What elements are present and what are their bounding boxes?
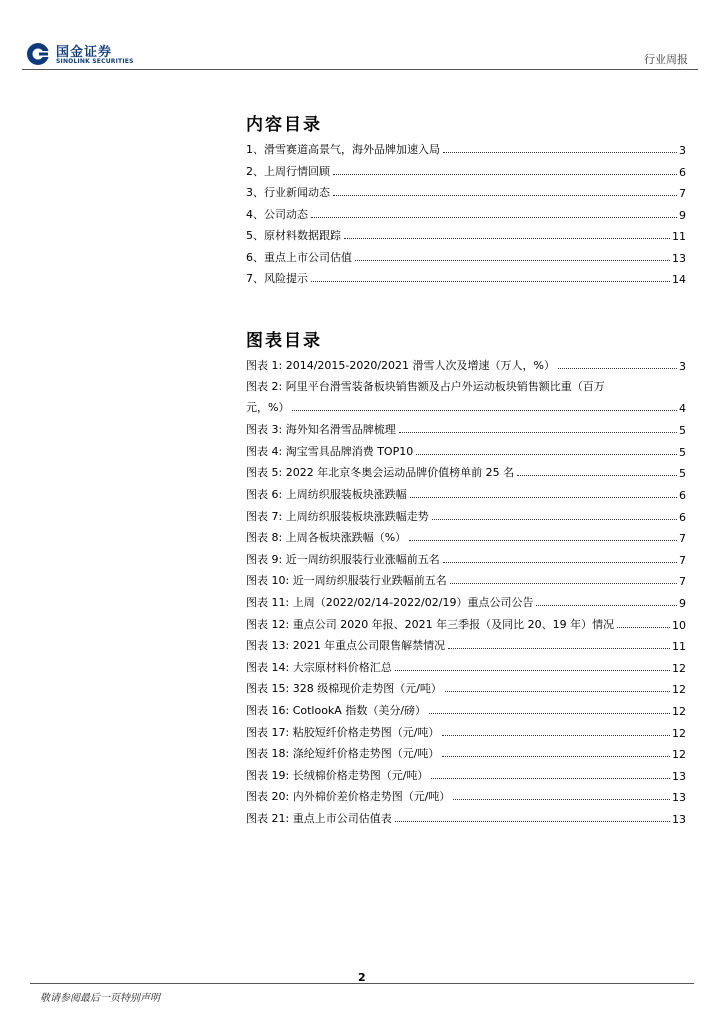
dot-leader <box>432 519 677 520</box>
dot-leader <box>344 238 670 239</box>
toc-entry[interactable] <box>246 140 686 157</box>
dot-leader <box>431 778 670 779</box>
figure-entry[interactable] <box>246 658 686 675</box>
figure-entry-label: 元，%） <box>246 401 290 414</box>
figure-entry-label: 图表 11: 上周（2022/02/14-2022/02/19）重点公司公告 <box>246 596 534 609</box>
toc-entry[interactable] <box>246 269 686 286</box>
dot-leader <box>536 605 677 606</box>
figure-entry[interactable] <box>246 528 686 545</box>
figure-entry-label: 图表 16: CotlookA 指数（美分/磅） <box>246 704 427 717</box>
dot-leader <box>442 756 670 757</box>
sinolink-logo-icon <box>26 42 50 66</box>
toc-entry-label: 7、风险提示 <box>246 272 308 285</box>
figure-entry-label: 图表 20: 内外棉价差价格走势图（元/吨） <box>246 790 451 803</box>
contents-title: 内容目录 <box>246 115 322 135</box>
figure-entry-label: 图表 9: 近一周纺织服装行业涨幅前五名 <box>246 553 440 566</box>
report-type: 行业周报 <box>644 53 688 66</box>
figure-entry-page: 4 <box>679 402 686 415</box>
toc-entry-label: 5、原材料数据跟踪 <box>246 229 341 242</box>
toc-entry[interactable] <box>246 248 686 265</box>
footer-divider <box>30 983 694 984</box>
figure-entry-page: 9 <box>679 597 686 610</box>
dot-leader <box>442 735 670 736</box>
dot-leader <box>448 648 670 649</box>
dot-leader <box>409 540 677 541</box>
dot-leader <box>311 217 677 218</box>
figure-entry[interactable] <box>246 766 686 783</box>
toc-entry-page: 9 <box>679 209 686 222</box>
dot-leader <box>558 368 677 369</box>
figure-entry-page: 13 <box>672 770 686 783</box>
toc-entry-page: 7 <box>679 187 686 200</box>
figure-entry-page: 12 <box>672 683 686 696</box>
figure-entry[interactable] <box>246 593 686 610</box>
figure-entry-label: 图表 7: 上周纺织服装板块涨跌幅走势 <box>246 510 429 523</box>
figure-entry-label: 图表 6: 上周纺织服装板块涨跌幅 <box>246 488 407 501</box>
figure-entry-label: 图表 10: 近一周纺织服装行业跌幅前五名 <box>246 574 447 587</box>
dot-leader <box>355 260 670 261</box>
dot-leader <box>517 475 677 476</box>
figure-entry[interactable] <box>246 723 686 740</box>
toc-entry-label: 6、重点上市公司估值 <box>246 251 352 264</box>
dot-leader <box>395 670 670 671</box>
dot-leader <box>617 627 670 628</box>
figure-entry-label: 图表 15: 328 级棉现价走势图（元/吨） <box>246 682 442 695</box>
header-divider <box>22 69 698 70</box>
figure-entry[interactable] <box>246 485 686 502</box>
figure-entry[interactable] <box>246 507 686 524</box>
figure-entry-page: 10 <box>672 619 686 632</box>
figure-entry[interactable] <box>246 356 686 373</box>
figure-entry-page: 5 <box>679 446 686 459</box>
figure-entry-label: 图表 17: 粘胶短纤价格走势图（元/吨） <box>246 726 440 739</box>
dot-leader <box>333 174 677 175</box>
page-number: 2 <box>358 971 366 984</box>
figure-entry-page: 13 <box>672 791 686 804</box>
figure-entry-label: 图表 13: 2021 年重点公司限售解禁情况 <box>246 639 446 652</box>
dot-leader <box>450 583 677 584</box>
figure-entry-label: 图表 3: 海外知名滑雪品牌梳理 <box>246 423 396 436</box>
logo-english-name: SINOLINK SECURITIES <box>56 58 134 65</box>
toc-entry-page: 14 <box>672 273 686 286</box>
figure-entry[interactable] <box>246 787 686 804</box>
toc-entry[interactable] <box>246 205 686 222</box>
dot-leader <box>443 562 677 563</box>
figure-entry-page: 6 <box>679 511 686 524</box>
figure-entry-page: 3 <box>679 360 686 373</box>
figure-entry-label: 图表 1: 2014/2015-2020/2021 滑雪人次及增速（万人，%） <box>246 359 556 372</box>
figure-entry-page: 12 <box>672 748 686 761</box>
figure-entry-page: 7 <box>679 532 686 545</box>
figure-entry-label: 图表 18: 涤纶短纤价格走势图（元/吨） <box>246 747 440 760</box>
figure-entry-page: 5 <box>679 467 686 480</box>
figure-entry-page: 7 <box>679 554 686 567</box>
dot-leader <box>443 152 677 153</box>
figure-entry[interactable] <box>246 744 686 761</box>
figure-entry[interactable] <box>246 701 686 718</box>
figure-entry[interactable] <box>246 636 686 653</box>
toc-entry-page: 13 <box>672 252 686 265</box>
dot-leader <box>416 454 677 455</box>
figure-entry-label: 图表 14: 大宗原材料价格汇总 <box>246 661 392 674</box>
disclaimer-note: 敬请参阅最后一页特别声明 <box>40 993 160 1004</box>
figure-entry-label: 图表 12: 重点公司 2020 年报、2021 年三季报（及同比 20、19 年）情况 <box>246 618 615 631</box>
dot-leader <box>453 799 670 800</box>
dot-leader <box>410 497 677 498</box>
toc-entry-page: 3 <box>679 144 686 157</box>
figure-entry[interactable] <box>246 463 686 480</box>
figure-entry-label: 图表 5: 2022 年北京冬奥会运动品牌价值榜单前 25 名 <box>246 466 515 479</box>
figure-entry-page: 7 <box>679 575 686 588</box>
page-header <box>22 38 696 68</box>
figure-entry-label-line1[interactable]: 图表 2: 阿里平台滑雪装备板块销售额及占户外运动板块销售额比重（百万 <box>246 380 605 393</box>
figure-entry-label: 图表 8: 上周各板块涨跌幅（%） <box>246 531 407 544</box>
figure-entry-page: 12 <box>672 727 686 740</box>
logo-chinese-name: 国金证券 <box>56 45 113 60</box>
toc-entry-label: 4、公司动态 <box>246 208 308 221</box>
figure-entry[interactable] <box>246 615 686 632</box>
toc-entry-page: 6 <box>679 166 686 179</box>
toc-entry[interactable] <box>246 226 686 243</box>
figure-entry[interactable] <box>246 442 686 459</box>
dot-leader <box>429 713 670 714</box>
toc-entry[interactable] <box>246 183 686 200</box>
figure-entry[interactable] <box>246 550 686 567</box>
figure-entry-page: 12 <box>672 662 686 675</box>
figures-title: 图表目录 <box>246 331 322 351</box>
dot-leader <box>292 410 677 411</box>
toc-entry-page: 11 <box>672 230 686 243</box>
figure-entry[interactable] <box>246 809 686 826</box>
figure-entry-page: 13 <box>672 813 686 826</box>
toc-entry-label: 1、滑雪赛道高景气，海外品牌加速入局 <box>246 143 440 156</box>
figure-entry-page: 5 <box>679 424 686 437</box>
dot-leader <box>333 195 677 196</box>
dot-leader <box>311 281 670 282</box>
dot-leader <box>395 821 670 822</box>
figure-entry-page: 12 <box>672 705 686 718</box>
company-logo <box>26 41 146 69</box>
dot-leader <box>445 691 670 692</box>
figure-entry-label: 图表 4: 淘宝雪具品牌消费 TOP10 <box>246 445 414 458</box>
figure-entry-label: 图表 21: 重点上市公司估值表 <box>246 812 392 825</box>
toc-entry-label: 2、上周行情回顾 <box>246 165 330 178</box>
dot-leader <box>399 432 677 433</box>
figure-entry[interactable] <box>246 398 686 415</box>
figure-entry-page: 11 <box>672 640 686 653</box>
toc-entry-label: 3、行业新闻动态 <box>246 186 330 199</box>
figure-entry[interactable] <box>246 420 686 437</box>
figure-entry-label: 图表 19: 长绒棉价格走势图（元/吨） <box>246 769 429 782</box>
figure-entry-page: 6 <box>679 489 686 502</box>
figure-entry[interactable] <box>246 679 686 696</box>
toc-entry[interactable] <box>246 162 686 179</box>
figure-entry[interactable] <box>246 571 686 588</box>
